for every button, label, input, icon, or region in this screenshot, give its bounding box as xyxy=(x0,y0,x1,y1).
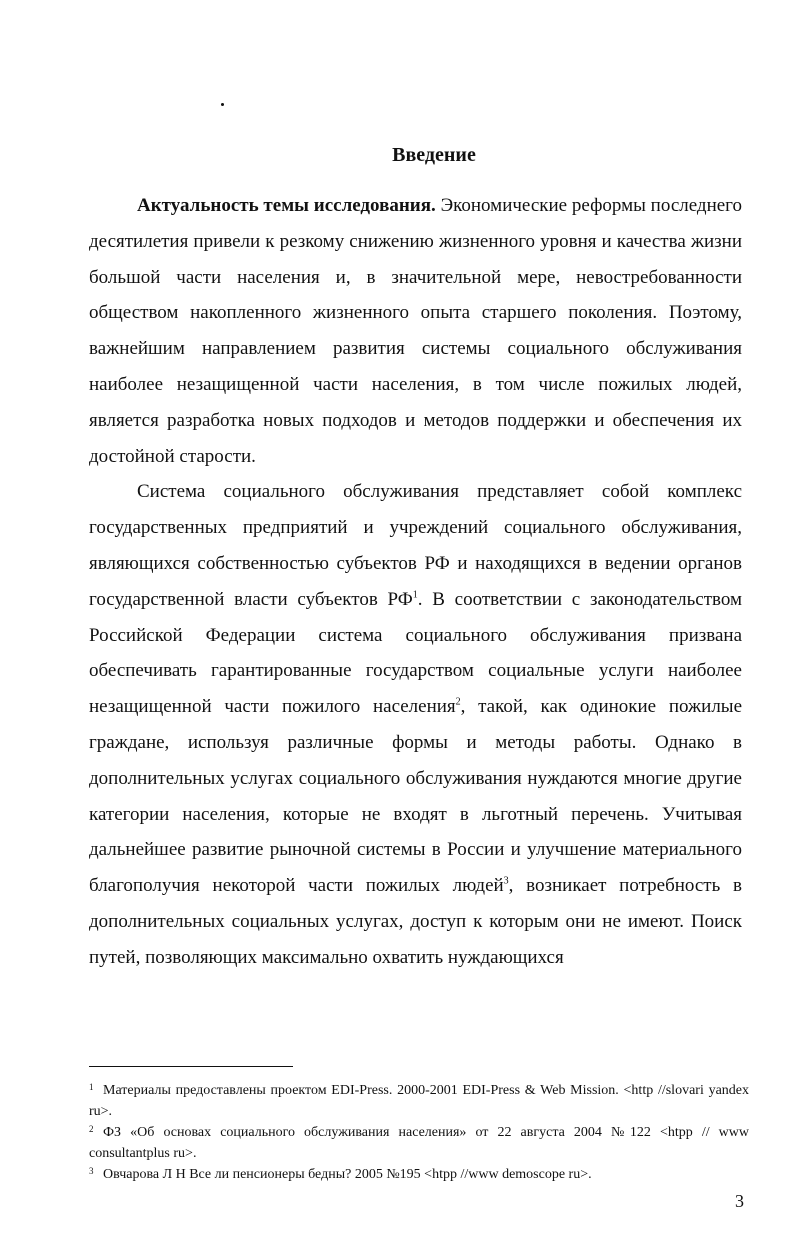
footnote-ref-3: 3 xyxy=(503,875,509,887)
paragraph-relevance xyxy=(89,188,742,474)
system-text-part1: Система социального обслуживания представляет собой комплекс государственных предприятий и учреждений социального обслуживания, являющихся собственностью субъектов РФ и находящихся в ведении органов государственной власти субъектов РФ xyxy=(89,481,742,610)
footnote-text-1: Материалы предоставлены проектом EDI-Press. 2000-2001 EDI-Press & Web Mission. <http //slovari yandex ru>. xyxy=(89,1083,749,1119)
system-text-part3: , такой, как одинокие пожилые граждане, используя различные формы и методы работы. Однако в дополнительных услугах социального обслуживания нуждаются многие другие категории населения, которые не входят в льготный перечень. Учитывая дальнейшее развитие рыночной системы в России и улучшение материального благополучия некоторой части пожилых людей xyxy=(89,696,743,897)
relevance-heading: Актуальность темы исследования. xyxy=(137,195,436,216)
body-text xyxy=(89,188,742,976)
footnote-ref-1: 1 xyxy=(412,589,418,601)
footnote-text-2: ФЗ «Об основах социального обслуживания населения» от 22 августа 2004 №122 <htpp // www consultantplus ru>. xyxy=(89,1125,749,1161)
footnote-2 xyxy=(89,1122,749,1164)
footnotes xyxy=(89,1080,749,1185)
footnote-mark-1: 1 xyxy=(89,1082,94,1092)
footnote-1 xyxy=(89,1080,749,1122)
system-text-part4: , возникает потребность в дополнительных социальных услугах, доступ к которым они не имеют. Поиск путей, позволяющих максимально охватить нуждающихся xyxy=(89,875,742,968)
footnote-3 xyxy=(89,1164,749,1185)
page-number: 3 xyxy=(735,1191,744,1211)
paragraph-system xyxy=(89,474,742,975)
footnote-ref-2: 2 xyxy=(455,696,461,708)
footnote-mark-3: 3 xyxy=(89,1166,94,1176)
system-text-part2: . В соответствии с законодательством Российской Федерации система социального обслуживания призвана обеспечивать гарантированные государством социальные услуги наиболее незащищенной части пожилого населения xyxy=(89,588,742,718)
stray-dot xyxy=(221,103,224,106)
footnote-divider xyxy=(89,1066,293,1067)
page-title: Введение xyxy=(392,144,476,166)
footnote-text-3: Овчарова Л Н Все ли пенсионеры бедны? 2005 №195 <htpp //www demoscope ru>. xyxy=(103,1167,592,1182)
footnote-mark-2: 2 xyxy=(89,1124,94,1134)
relevance-text: Экономические реформы последнего десятилетия привели к резкому снижению жизненного уровня и качества жизни большой части населения и, в значительной мере, невостребованности обществом накопленного жизненного опыта старшего поколения. Поэтому, важнейшим направлением развития системы социального обслуживания наиболее незащищенной части населения, в том числе пожилых людей, является разработка новых подходов и методов поддержки и обеспечения их достойной старости. xyxy=(89,195,743,467)
